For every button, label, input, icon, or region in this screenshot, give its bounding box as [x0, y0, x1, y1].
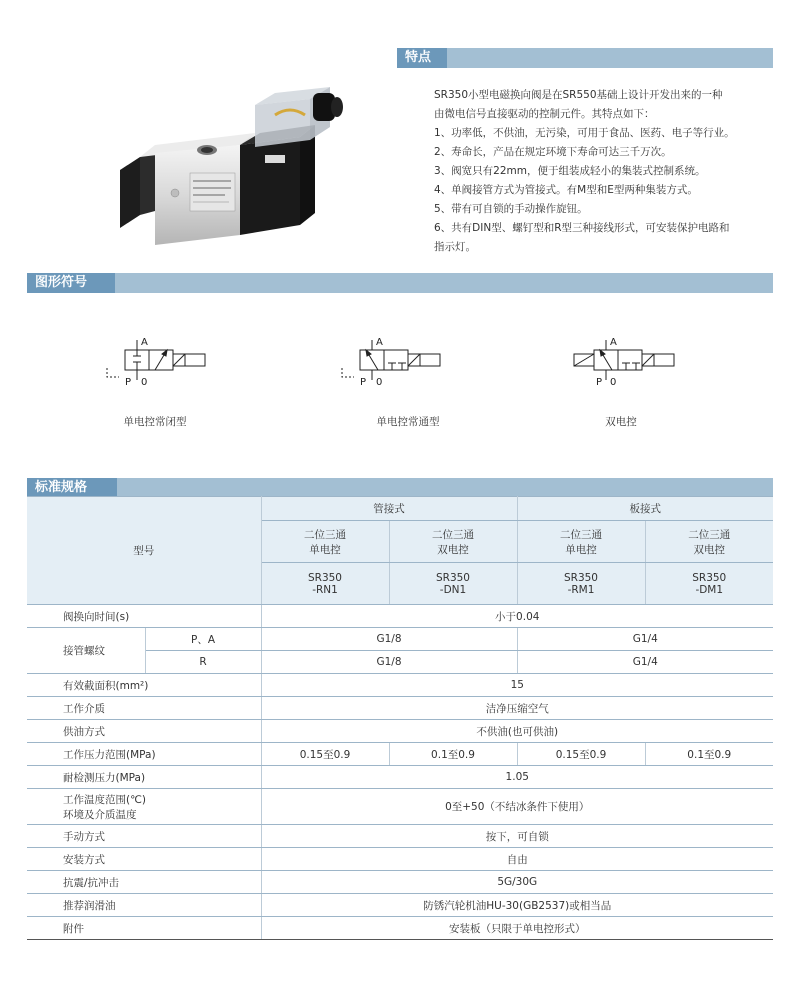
model-header: 型号 [27, 497, 261, 605]
row-value: G1/8 [261, 628, 517, 651]
row-label: 工作压力范围(MPa) [27, 743, 261, 766]
table-row [27, 628, 773, 651]
table-row [27, 871, 773, 894]
spec-title: 标准规格 [27, 478, 117, 498]
symbol-caption: 单电控常闭型 [123, 416, 187, 428]
row-value: 安装板（只限于单电控形式） [261, 917, 773, 940]
port-o-label: 0 [610, 377, 617, 388]
symbol-caption: 双电控 [605, 416, 637, 428]
row-label: 推荐润滑油 [27, 894, 261, 917]
port-a-label: A [610, 337, 617, 348]
features-line: 2、寿命长，产品在规定环境下寿命可达三千万次。 [434, 146, 672, 158]
row-value: G1/4 [517, 628, 773, 651]
row-label: 供油方式 [27, 720, 261, 743]
spec-table [27, 496, 773, 940]
port-a-label: A [141, 337, 148, 348]
features-title: 特点 [397, 48, 447, 68]
row-value: G1/8 [261, 651, 517, 674]
table-row [27, 766, 773, 789]
row-value: 5G/30G [261, 871, 773, 894]
table-row [27, 743, 773, 766]
port-p-label: P [596, 377, 603, 388]
row-label: 工作温度范围(℃) 环境及介质温度 [27, 789, 261, 825]
port-o-label: 0 [376, 377, 383, 388]
row-value: 洁净压缩空气 [261, 697, 773, 720]
sub-header: 二位三通 双电控 [389, 521, 517, 563]
row-label: 耐检测压力(MPa) [27, 766, 261, 789]
table-row [27, 917, 773, 940]
features-line: 4、单阀接管方式为管接式。有M型和E型两种集装方式。 [434, 184, 698, 196]
features-line: 指示灯。 [434, 241, 476, 253]
row-value: 0至+50（不结冰条件下使用） [261, 789, 773, 825]
port-p-label: P [125, 377, 132, 388]
features-line: 由微电信号直接驱动的控制元件。其特点如下： [434, 108, 655, 120]
model-code: SR350 -RM1 [517, 563, 645, 605]
table-row [27, 720, 773, 743]
row-label: 安装方式 [27, 848, 261, 871]
table-row [27, 825, 773, 848]
features-line: 1、功率低，不供油，无污染，可用于食品、医药、电子等行业。 [434, 127, 735, 139]
group-pipe-header: 管接式 [261, 497, 517, 521]
symbol-single-no [340, 335, 460, 393]
row-value: 0.15至0.9 [261, 743, 389, 766]
table-row [27, 848, 773, 871]
row-value: 0.1至0.9 [389, 743, 517, 766]
model-code: SR350 -DM1 [645, 563, 773, 605]
port-a-label: A [376, 337, 383, 348]
features-line: 6、共有DIN型、螺钉型和R型三种接线形式，可安装保护电路和 [434, 222, 730, 234]
row-value: 自由 [261, 848, 773, 871]
row-label: 附件 [27, 917, 261, 940]
symbols-section-bar [27, 273, 773, 293]
symbol-caption: 单电控常通型 [376, 416, 440, 428]
row-label: 手动方式 [27, 825, 261, 848]
row-value: 0.15至0.9 [517, 743, 645, 766]
row-sublabel: P、A [145, 628, 261, 651]
row-value: 0.1至0.9 [645, 743, 773, 766]
sub-header: 二位三通 单电控 [261, 521, 389, 563]
row-label: 阀换向时间(s) [27, 605, 261, 628]
table-row [27, 789, 773, 825]
row-value: 15 [261, 674, 773, 697]
port-p-label: P [360, 377, 367, 388]
row-label: 工作介质 [27, 697, 261, 720]
features-line: 3、阀宽只有22mm，便于组装成轻小的集装式控制系统。 [434, 165, 706, 177]
sub-header: 二位三通 单电控 [517, 521, 645, 563]
features-section-bar [397, 48, 773, 68]
symbol-double [572, 335, 692, 393]
symbols-title: 图形符号 [27, 273, 115, 293]
table-row [27, 697, 773, 720]
table-row [27, 894, 773, 917]
model-code: SR350 -DN1 [389, 563, 517, 605]
row-value: 小于0.04 [261, 605, 773, 628]
row-value: G1/4 [517, 651, 773, 674]
table-row [27, 497, 773, 521]
features-line: 5、带有可自锁的手动操作旋钮。 [434, 203, 588, 215]
row-value: 按下，可自锁 [261, 825, 773, 848]
row-label: 有效截面积(mm²) [27, 674, 261, 697]
group-plate-header: 板接式 [517, 497, 773, 521]
row-value: 不供油(也可供油) [261, 720, 773, 743]
spec-section-bar [27, 478, 773, 498]
solenoid-valve-photo [115, 75, 345, 255]
features-text [434, 86, 754, 257]
symbol-single-nc [105, 335, 225, 393]
row-label: 抗震/抗冲击 [27, 871, 261, 894]
row-value: 1.05 [261, 766, 773, 789]
sub-header: 二位三通 双电控 [645, 521, 773, 563]
table-row [27, 605, 773, 628]
port-o-label: 0 [141, 377, 148, 388]
table-row [27, 674, 773, 697]
row-sublabel: R [145, 651, 261, 674]
features-line: SR350小型电磁换向阀是在SR550基础上设计开发出来的一种 [434, 89, 723, 101]
row-label: 接管螺纹 [27, 628, 145, 674]
model-code: SR350 -RN1 [261, 563, 389, 605]
row-value: 防锈汽轮机油HU-30(GB2537)或相当品 [261, 894, 773, 917]
